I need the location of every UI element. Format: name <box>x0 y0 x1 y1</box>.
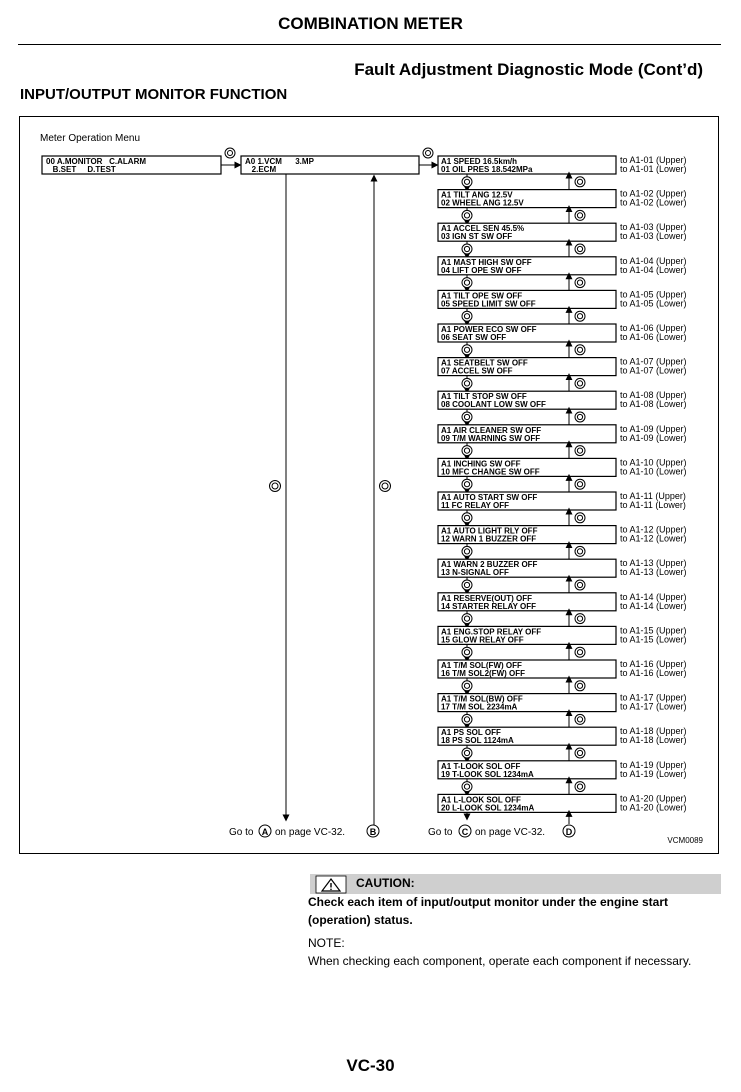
go-to-label-c: Go to <box>428 827 453 838</box>
monitor-row-lower: 11 FC RELAY OFF <box>441 501 510 510</box>
row-link-lower: to A1-19 (Lower) <box>620 768 687 779</box>
warning-icon <box>316 876 346 893</box>
monitor-row-upper: A1 L-LOOK SOL OFF <box>441 795 521 805</box>
menu-box-a0-line1: A0 1.VCM 3.MP <box>245 157 314 166</box>
monitor-row-lower: 12 WARN 1 BUZZER OFF <box>441 534 537 544</box>
page-ref-c: on page VC-32. <box>475 827 546 838</box>
monitor-row-lower: 06 SEAT SW OFF <box>441 333 507 342</box>
monitor-row-lower: 20 L-LOOK SOL 1234mA <box>441 803 535 813</box>
monitor-row-lower: 09 T/M WARNING SW OFF <box>441 433 541 443</box>
monitor-row-lower: 15 GLOW RELAY OFF <box>441 635 524 645</box>
row-link-upper: to A1-14 (Upper) <box>620 591 687 602</box>
row-link-lower: to A1-03 (Lower) <box>620 231 687 242</box>
row-link-upper: to A1-06 (Upper) <box>620 323 687 333</box>
go-to-label-a: Go to <box>229 827 254 838</box>
row-link-lower: to A1-14 (Lower) <box>620 600 687 611</box>
monitor-row-upper: A1 RESERVE(OUT) OFF <box>441 593 532 603</box>
row-link-lower: to A1-05 (Lower) <box>620 298 687 309</box>
page-subtitle: Fault Adjustment Diagnostic Mode (Cont’d) <box>354 60 703 79</box>
monitor-row-upper: A1 AUTO LIGHT RLY OFF <box>441 526 538 536</box>
monitor-row-lower: 17 T/M SOL 2234mA <box>441 702 518 712</box>
row-link-lower: to A1-18 (Lower) <box>620 735 687 746</box>
monitor-row-upper: A1 TILT ANG 12.5V <box>441 190 513 200</box>
menu-label: Meter Operation Menu <box>40 133 141 144</box>
svg-text:A: A <box>261 827 269 837</box>
row-link-upper: to A1-13 (Upper) <box>620 558 687 569</box>
monitor-row-lower: 18 PS SOL 1124mA <box>441 736 514 746</box>
caution-label: CAUTION: <box>356 876 415 890</box>
monitor-row-lower: 05 SPEED LIMIT SW OFF <box>441 299 536 309</box>
note-text: When checking each component, operate each component if necessary. <box>308 954 692 968</box>
row-link-upper: to A1-15 (Upper) <box>620 625 687 636</box>
row-link-lower: to A1-13 (Lower) <box>620 567 687 578</box>
row-link-upper: to A1-09 (Upper) <box>620 423 687 434</box>
monitor-row-lower: 01 OIL PRES 18.542MPa <box>441 165 533 174</box>
row-link-upper: to A1-11 (Upper) <box>620 491 686 501</box>
row-link-lower: to A1-01 (Lower) <box>620 164 687 174</box>
monitor-row-lower: 16 T/M SOL2(FW) OFF <box>441 669 525 678</box>
monitor-row-upper: A1 SPEED 16.5km/h <box>441 157 518 166</box>
monitor-row-lower: 04 LIFT OPE SW OFF <box>441 265 522 275</box>
row-link-upper: to A1-07 (Upper) <box>620 356 687 367</box>
menu-box-a0-line2: 2.ECM <box>245 165 277 174</box>
row-link-lower: to A1-07 (Lower) <box>620 365 687 376</box>
row-link-upper: to A1-20 (Upper) <box>620 793 687 804</box>
row-link-lower: to A1-15 (Lower) <box>620 634 687 645</box>
monitor-row-lower: 14 STARTER RELAY OFF <box>441 601 536 611</box>
monitor-row-upper: A1 MAST HIGH SW OFF <box>441 257 532 267</box>
monitor-row-upper: A1 T-LOOK SOL OFF <box>441 761 521 771</box>
monitor-row-upper: A1 ENG.STOP RELAY OFF <box>441 627 542 637</box>
monitor-row-upper: A1 TILT STOP SW OFF <box>441 392 527 402</box>
page-ref-a: on page VC-32. <box>275 827 346 838</box>
monitor-row-upper: A1 WARN 2 BUZZER OFF <box>441 560 538 570</box>
row-link-lower: to A1-17 (Lower) <box>620 701 687 712</box>
monitor-row-upper: A1 T/M SOL(BW) OFF <box>441 694 523 704</box>
row-link-lower: to A1-10 (Lower) <box>620 466 687 477</box>
row-link-lower: to A1-11 (Lower) <box>620 500 686 510</box>
row-link-upper: to A1-16 (Upper) <box>620 659 687 669</box>
row-link-lower: to A1-16 (Lower) <box>620 668 687 678</box>
row-link-upper: to A1-19 (Upper) <box>620 759 687 770</box>
row-link-upper: to A1-05 (Upper) <box>620 289 687 300</box>
figure-id: VCM0089 <box>667 836 703 845</box>
row-link-upper: to A1-10 (Upper) <box>620 457 687 468</box>
monitor-row-lower: 08 COOLANT LOW SW OFF <box>441 400 546 410</box>
row-link-lower: to A1-08 (Lower) <box>620 399 687 410</box>
menu-box-00-line2: B.SET D.TEST <box>46 165 116 174</box>
monitor-row-upper: A1 POWER ECO SW OFF <box>441 325 537 334</box>
monitor-row-upper: A1 SEATBELT SW OFF <box>441 358 528 368</box>
monitor-row-upper: A1 AIR CLEANER SW OFF <box>441 425 542 435</box>
menu-box-00-line1: 00 A.MONITOR C.ALARM <box>46 157 147 166</box>
svg-text:B: B <box>369 827 377 837</box>
row-link-lower: to A1-06 (Lower) <box>620 332 687 342</box>
svg-text:D: D <box>565 827 573 837</box>
row-link-lower: to A1-02 (Lower) <box>620 197 687 208</box>
section-title: INPUT/OUTPUT MONITOR FUNCTION <box>20 86 288 103</box>
document-header: COMBINATION METER <box>278 14 463 33</box>
row-link-lower: to A1-12 (Lower) <box>620 533 687 544</box>
row-link-upper: to A1-01 (Upper) <box>620 155 687 165</box>
monitor-row-upper: A1 AUTO START SW OFF <box>441 493 538 502</box>
monitor-row-upper: A1 T/M SOL(FW) OFF <box>441 661 522 670</box>
row-link-upper: to A1-04 (Upper) <box>620 255 687 266</box>
row-link-upper: to A1-08 (Upper) <box>620 390 687 401</box>
row-link-upper: to A1-17 (Upper) <box>620 692 687 703</box>
monitor-row-lower: 13 N-SIGNAL OFF <box>441 568 509 578</box>
monitor-row-lower: 02 WHEEL ANG 12.5V <box>441 198 524 208</box>
monitor-row-upper: A1 TILT OPE SW OFF <box>441 291 523 301</box>
monitor-row-upper: A1 ACCEL SEN 45.5% <box>441 224 525 234</box>
row-link-lower: to A1-09 (Lower) <box>620 432 687 443</box>
caution-text: Check each item of input/output monitor under the engine start (operation) status. <box>308 895 669 927</box>
monitor-row-lower: 10 MFC CHANGE SW OFF <box>441 467 540 477</box>
monitor-row-upper: A1 PS SOL OFF <box>441 728 501 738</box>
row-link-lower: to A1-20 (Lower) <box>620 802 687 813</box>
monitor-row-upper: A1 INCHING SW OFF <box>441 459 521 469</box>
monitor-row-lower: 03 IGN ST SW OFF <box>441 232 513 242</box>
row-link-lower: to A1-04 (Lower) <box>620 264 687 275</box>
monitor-row-lower: 19 T-LOOK SOL 1234mA <box>441 769 534 779</box>
row-link-upper: to A1-18 (Upper) <box>620 726 687 737</box>
row-link-upper: to A1-02 (Upper) <box>620 188 687 199</box>
monitor-row-lower: 07 ACCEL SW OFF <box>441 366 513 376</box>
svg-text:C: C <box>461 827 469 837</box>
row-link-upper: to A1-12 (Upper) <box>620 524 687 535</box>
note-label: NOTE: <box>308 936 345 950</box>
row-link-upper: to A1-03 (Upper) <box>620 222 687 233</box>
page-number: VC-30 <box>346 1056 395 1075</box>
